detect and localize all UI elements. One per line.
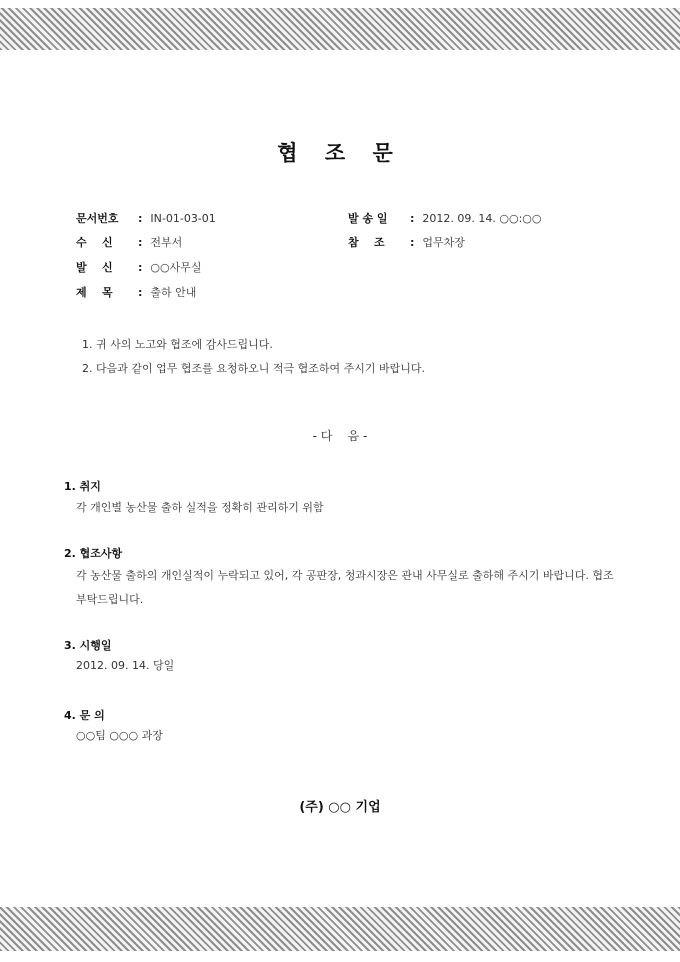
colon: : (138, 286, 143, 299)
document-title: 협 조 문 (277, 141, 403, 165)
subject-value: 출하 안내 (150, 286, 197, 299)
receiver-value: 전부서 (150, 236, 183, 249)
section-title-effective-date: 3. 시행일 (64, 639, 112, 652)
meta-send-date (348, 210, 541, 226)
meta-subject (76, 284, 196, 300)
meta-sender (76, 259, 201, 275)
send-date-value: 2012. 09. 14. ○○:○○ (422, 212, 542, 225)
meta-receiver (76, 234, 182, 250)
colon: : (138, 212, 143, 225)
intro-line-2: 2. 다음과 같이 업무 협조를 요청하오니 적극 협조하여 주시기 바랍니다. (82, 362, 425, 375)
section-title-purpose: 1. 취지 (64, 480, 101, 493)
doc-number-value: IN-01-03-01 (150, 212, 216, 225)
sender-value: ○○사무실 (150, 261, 202, 274)
sender-label: 발 신 (76, 261, 113, 274)
reference-label: 참 조 (348, 236, 385, 249)
meta-reference (348, 234, 465, 250)
colon: : (138, 261, 143, 274)
intro-line-1: 1. 귀 사의 노고와 협조에 감사드립니다. (82, 338, 273, 351)
doc-number-label: 문서번호 (76, 212, 119, 225)
colon: : (410, 212, 415, 225)
section-text-purpose: 각 개인별 농산물 출하 실적을 정확히 관리하기 위함 (76, 501, 324, 514)
section-text-cooperation: 각 농산물 출하의 개인실적이 누락되고 있어, 각 공판장, 청과시장은 관내 사무실로 출하해 주시기 바랍니다. 협조 부탁드립니다. (76, 569, 614, 606)
section-title-cooperation: 2. 협조사항 (64, 547, 123, 560)
section-text-effective-date: 2012. 09. 14. 당일 (76, 659, 175, 672)
top-decorative-band (0, 8, 680, 50)
section-divider: - 다 음 - (312, 429, 368, 443)
company-name: (주) ○○ 기업 (299, 800, 381, 815)
reference-value: 업무차장 (422, 236, 465, 249)
bottom-decorative-band (0, 907, 680, 951)
section-text-inquiry: ○○팀 ○○○ 과장 (76, 729, 163, 742)
colon: : (410, 236, 415, 249)
meta-doc-number (76, 210, 216, 226)
colon: : (138, 236, 143, 249)
section-title-inquiry: 4. 문 의 (64, 709, 105, 722)
subject-label: 제 목 (76, 286, 113, 299)
send-date-label: 발 송 일 (348, 212, 388, 225)
receiver-label: 수 신 (76, 236, 113, 249)
